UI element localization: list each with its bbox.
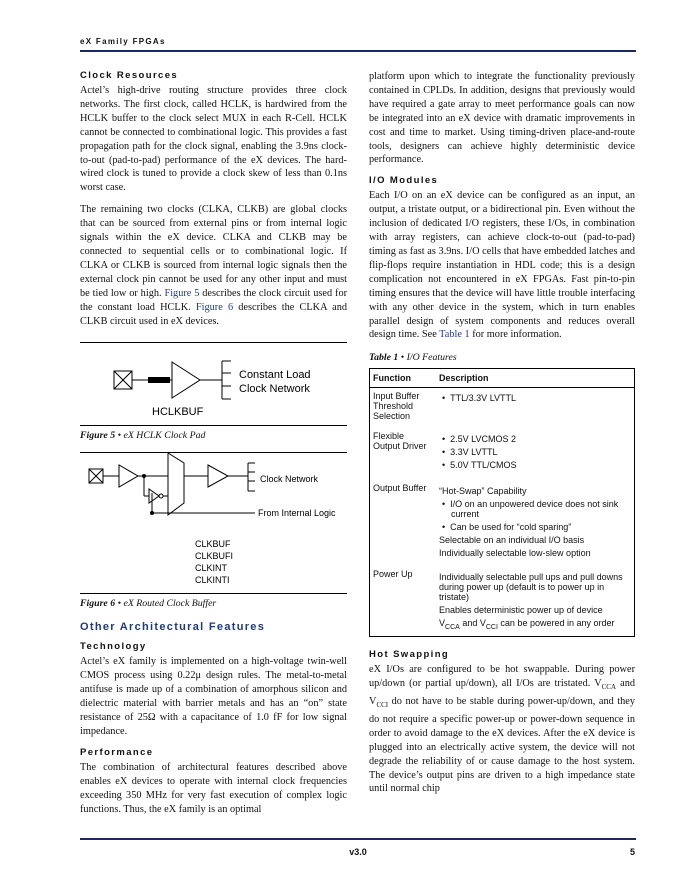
row2-item-2 (439, 447, 631, 457)
row2-item-3 (439, 460, 631, 470)
bullet-icon: • (442, 522, 446, 533)
col-function-header: Function (370, 369, 437, 388)
clock-network-label: Clock Network (239, 383, 310, 396)
vcci-sub: CCI (485, 624, 498, 632)
row1-description (436, 388, 635, 424)
clkint-label: CLKINT (195, 563, 228, 574)
table1-caption-num: Table 1 (369, 352, 399, 364)
vcci-and-v: and V (462, 618, 486, 629)
figure6-caption-text: eX Routed Clock Buffer (123, 598, 217, 610)
row2-item-1 (439, 434, 631, 444)
hot-swapping-heading: Hot Swapping (369, 649, 450, 661)
row4-line-2: Enables deterministic power up of device (439, 605, 603, 616)
right-column (369, 70, 635, 804)
row3-item-2-text: Can be used for “cold sparing” (450, 522, 572, 533)
power-order-text: can be powered in any order (500, 618, 615, 629)
figure6-diagram (80, 453, 347, 593)
table1-caption (369, 352, 635, 363)
hot-swapping-para (369, 663, 635, 796)
row4-line-3 (439, 618, 631, 631)
clock-resources-heading: Clock Resources (80, 70, 179, 81)
figure6-bottom-rule (80, 593, 347, 594)
bullet-icon: • (442, 447, 446, 458)
vcca-sub: CCA (445, 624, 460, 632)
clock-para-2 (80, 203, 347, 328)
inverter-triangle (149, 489, 159, 503)
hot-text-1: eX I/Os are configured to be hot swappable. During power up/down (or partial up/down), all I/Os are tristated. V (369, 664, 635, 690)
performance-para: The combination of architectural features described above enables eX devices to operate with internal clock frequencies exceeding 350 MHz for very fast execution of complex logic functions. Thus, the eX family is an optimal (80, 761, 347, 815)
row4-function: Power Up (373, 569, 413, 580)
hot-text-3: do not have to be stable during power-up/down, and they do not require a specific power-up or power-down sequence in order to avoid damage to the eX devices. After the eX device is plugged into an electrically active system, the device will not degrade the reliability of or cause damage to the host system. The device’s output pins are driven to a high impedance state until normal chip (369, 695, 636, 795)
figure5-caption-bullet: • (117, 430, 122, 442)
row2-description (436, 423, 635, 475)
table-row (370, 563, 635, 636)
row2-function: Flexible Output Driver (373, 431, 427, 452)
figure6-caption (80, 598, 347, 609)
row3-line-1: “Hot-Swap” Capability (439, 486, 527, 497)
row1-item-1-text: TTL/3.3V LVTTL (450, 393, 517, 404)
io-modules-heading: I/O Modules (369, 175, 439, 187)
performance-heading: Performance (80, 746, 154, 758)
table1-caption-text: I/O Features (406, 352, 457, 364)
page-number: 5 (629, 847, 635, 857)
figure5-caption (80, 430, 347, 441)
running-header: eX Family FPGAs (80, 37, 166, 46)
col-description-header: Description (436, 369, 635, 388)
hot-sub-1: CCA (601, 683, 617, 692)
constant-load-label: Constant Load (239, 369, 311, 382)
table1-link[interactable]: Table 1 (439, 329, 470, 341)
from-internal-logic-label: From Internal Logic (258, 508, 336, 519)
row1-function: Input Buffer Threshold Selection (373, 391, 420, 422)
table-row (370, 475, 635, 563)
clock-para-2a: The remaining two clocks (CLKA, CLKB) are global clocks that can be sourced from external pins or from internal logic signals within the eX device. CLKA and CLKB may be connected to sequential cells or to combinational logic. If CLKA or CLKB is sourced from internal logic signals then the external clock pin cannot be used for any other input and must be tied low or high. (80, 204, 347, 299)
bullet-icon: • (442, 499, 446, 510)
row4-description (436, 563, 635, 636)
figure6-link[interactable]: Figure 6 (195, 301, 234, 313)
io-para-b: for more information. (472, 329, 562, 341)
figure5-diagram (80, 347, 347, 419)
row3-item-2 (439, 522, 631, 532)
table1-caption-bullet: • (400, 352, 405, 364)
row3-function: Output Buffer (373, 483, 427, 494)
bullet-icon: • (442, 434, 446, 445)
io-features-table (369, 368, 635, 637)
row3-line-3: Individually selectable low-slew option (439, 548, 591, 559)
technology-heading: Technology (80, 641, 147, 653)
row1-item-1 (439, 393, 631, 403)
table-header-row (370, 369, 635, 388)
figure5-link[interactable]: Figure 5 (164, 287, 200, 299)
row4-line-1: Individually selectable pull ups and pull downs during power up (default is to power up in tristate) (439, 572, 623, 603)
figure5-bottom-rule (80, 425, 347, 426)
performance-para-cont: platform upon which to integrate the functionality previously contained in CPLDs. In addition, designs that previously would have required a gate array to meet performance goals can now be integrated into an eX device with dramatic improvements in cost and time to market. Using timing-driven place-and-route tools, designers can achieve highly deterministic device performance. (369, 71, 635, 166)
figure5-caption-text: eX HCLK Clock Pad (123, 430, 206, 442)
hot-text-2: and V (369, 678, 635, 707)
left-column (80, 70, 347, 824)
row2-item-3-text: 5.0V TTL/CMOS (450, 460, 517, 471)
input-bar (148, 377, 170, 383)
technology-para: Actel’s eX family is implemented on a high-voltage twin-well CMOS process using 0.22μ design rules. The metal-to-metal antifuse is made up of a combination of amorphous silicon and dielectric material with barrier metals and has an “on” state resistance of 25Ω with a capacitance of 1.0 fF for low signal impedance. (80, 656, 347, 737)
other-features-heading: Other Architectural Features (80, 621, 266, 634)
hclkbuf-triangle (172, 362, 200, 398)
footer-version: v3.0 (349, 847, 367, 857)
io-para-a: Each I/O on an eX device can be configured as an input, an output, a tristate output, or a bidirectional pin. Even without the inclusion of dedicated I/O registers, these I/Os, in combination with array registers, can achieve clock-to-out (pad-to-pad) timing as fast as 3.9ns. I/O cells that have embedded latches and flip-flops require instantiation in HDL code; this is a design complication not encountered in eX FPGAs. Fast pin-to-pin timing ensures that the device will have little trouble interfacing with any other device in the system, which in turn enables parallel design of system components and reduces overall design time. See (369, 190, 635, 341)
row2-item-2-text: 3.3V LVTTL (450, 447, 498, 458)
table-row (370, 423, 635, 475)
clkinti-label: CLKINTI (195, 575, 230, 586)
clock-mux (168, 453, 184, 515)
vcca-v: V (439, 618, 446, 629)
clock-para-2b: describes the clock circuit used for the constant load HCLK. (80, 287, 348, 313)
figure5-top-rule (80, 342, 347, 343)
clkbuf-label: CLKBUF (195, 539, 231, 550)
io-modules-para (369, 189, 635, 342)
table-row (370, 388, 635, 424)
bullet-icon: • (442, 393, 446, 404)
figure6-caption-num: Figure 6 (80, 598, 116, 610)
hclkbuf-label: HCLKBUF (152, 406, 204, 419)
bullet-icon: • (442, 460, 446, 471)
fig6-clock-network-label: Clock Network (260, 474, 319, 485)
clock-para-2c: describes the CLKA and CLKB circuit used in eX devices. (80, 301, 347, 327)
row3-item-1-text: I/O on an unpowered device does not sink current (450, 499, 619, 520)
clkbuf-triangle (119, 465, 138, 487)
hot-sub-2: CCI (376, 701, 389, 710)
output-buffer-triangle (208, 465, 228, 487)
row2-item-1-text: 2.5V LVCMOS 2 (450, 434, 517, 445)
footer-rule (80, 838, 636, 840)
row3-line-2: Selectable on an individual I/O basis (439, 535, 585, 546)
clock-para-1: Actel’s high-drive routing structure provides three clock networks. The first clock, called HCLK, is hardwired from the HCLK buffer to the clock select MUX in each R-Cell. HCLK cannot be connected to combinational logic. This provides a fast propagation path for the clock signal, enabling the 3.9ns clock-to-out (pad-to-pad) performance of the eX devices. The hard-wired clock is tuned to provide a clock skew of less than 0.1ns worst case. (80, 85, 347, 194)
row3-description (436, 475, 635, 563)
row3-item-1 (439, 499, 631, 519)
figure6-caption-bullet: • (117, 598, 122, 610)
clkbufi-label: CLKBUFI (195, 551, 234, 562)
header-rule (80, 50, 636, 52)
figure5-caption-num: Figure 5 (80, 430, 116, 442)
